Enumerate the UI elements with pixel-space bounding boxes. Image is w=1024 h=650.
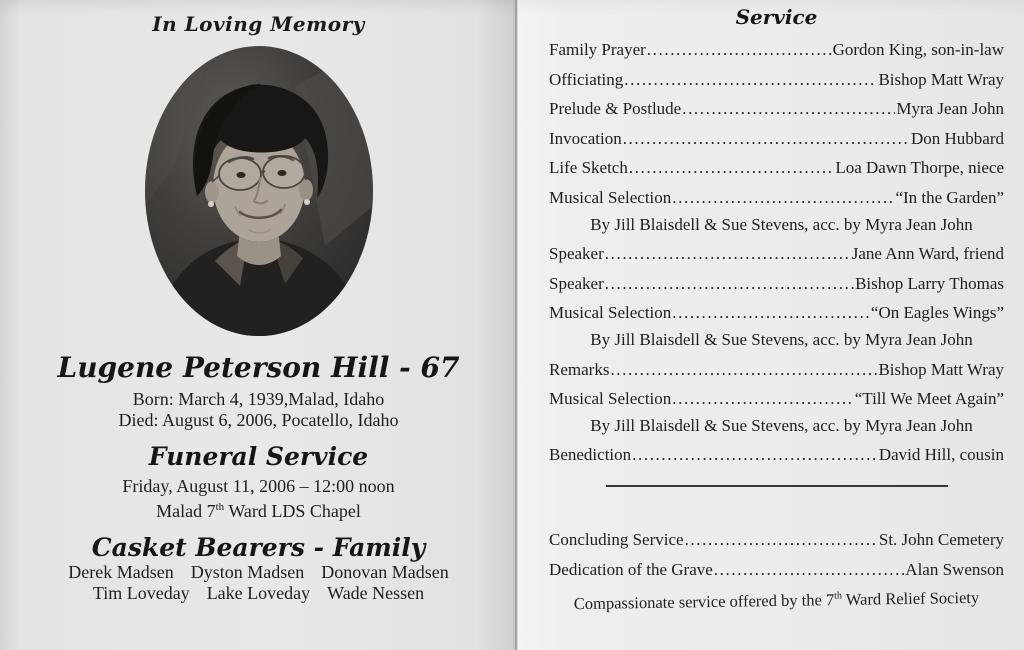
service-item-value: Don Hubbard bbox=[910, 128, 1004, 148]
service-item-label: Family Prayer bbox=[549, 40, 646, 59]
service-row bbox=[549, 189, 1004, 207]
casket-bearers-row bbox=[0, 562, 517, 583]
service-title: Service bbox=[735, 5, 818, 29]
service-row bbox=[549, 561, 1004, 579]
service-item-value: Loa Dawn Thorpe, niece bbox=[835, 158, 1004, 178]
service-item-value: “Till We Meet Again” bbox=[854, 389, 1004, 409]
casket-bearers-row bbox=[0, 583, 517, 604]
funeral-datetime: Friday, August 11, 2006 – 12:00 noon bbox=[122, 476, 395, 496]
service-row bbox=[549, 71, 1004, 89]
born-line: Born: March 4, 1939,Malad, Idaho bbox=[132, 389, 385, 409]
deceased-name: Lugene Peterson Hill - 67 bbox=[57, 351, 460, 384]
service-row bbox=[549, 531, 1004, 549]
service-item-label: Dedication of the Grave bbox=[549, 559, 713, 579]
service-item-value: Bishop Larry Thomas bbox=[855, 273, 1004, 293]
service-row bbox=[549, 130, 1004, 148]
service-item-label: Life Sketch bbox=[549, 158, 628, 178]
service-row bbox=[549, 361, 1004, 379]
dot-leader bbox=[624, 71, 877, 89]
service-item-label: Prelude & Postlude bbox=[549, 99, 682, 119]
bearer-name: Lake Loveday bbox=[206, 583, 311, 603]
dot-leader bbox=[632, 446, 878, 464]
service-row bbox=[549, 390, 1004, 408]
dot-leader bbox=[685, 531, 878, 549]
service-item-label: Invocation bbox=[549, 128, 622, 148]
bearer-name: Dyston Madsen bbox=[190, 562, 305, 582]
service-item-value: “In the Garden” bbox=[895, 187, 1004, 207]
service-row bbox=[549, 100, 1004, 118]
service-item-value: Myra Jean John bbox=[896, 99, 1004, 119]
dot-leader bbox=[647, 41, 832, 59]
right-page bbox=[517, 0, 1024, 650]
service-item-label: Benediction bbox=[549, 445, 632, 465]
dot-leader bbox=[605, 245, 851, 263]
page-fold bbox=[515, 0, 518, 650]
service-item-value: Bishop Matt Wray bbox=[878, 69, 1004, 89]
service-item-note: By Jill Blaisdell & Sue Stevens, acc. by Myra Jean John bbox=[590, 415, 973, 435]
dot-leader bbox=[605, 275, 854, 293]
service-row bbox=[549, 159, 1004, 177]
service-row bbox=[549, 304, 1004, 322]
funeral-service-heading: Funeral Service bbox=[148, 442, 369, 471]
closing-block bbox=[549, 531, 1004, 579]
dot-leader bbox=[623, 130, 910, 148]
service-item-note: By Jill Blaisdell & Sue Stevens, acc. by Myra Jean John bbox=[590, 214, 973, 234]
divider-line bbox=[606, 485, 948, 487]
service-item-label: Remarks bbox=[549, 359, 610, 379]
dot-leader bbox=[672, 189, 894, 207]
bearer-name: Derek Madsen bbox=[68, 562, 174, 582]
service-item-value: Jane Ann Ward, friend bbox=[851, 244, 1004, 264]
portrait-photo bbox=[145, 46, 373, 336]
died-line: Died: August 6, 2006, Pocatello, Idaho bbox=[118, 410, 399, 430]
dot-leader bbox=[682, 100, 895, 118]
relief-society-footnote: Compassionate service offered by the 7th Ward Relief Society bbox=[573, 587, 980, 613]
dot-leader bbox=[629, 159, 834, 177]
service-item-label: Musical Selection bbox=[549, 389, 672, 409]
service-item-value: Gordon King, son-in-law bbox=[832, 40, 1004, 59]
dot-leader bbox=[672, 390, 853, 408]
service-item-note: By Jill Blaisdell & Sue Stevens, acc. by Myra Jean John bbox=[590, 329, 973, 349]
service-item-label: Speaker bbox=[549, 244, 604, 264]
service-row bbox=[549, 245, 1004, 263]
service-item-value: St. John Cemetery bbox=[878, 530, 1004, 550]
service-item-value: Alan Swenson bbox=[905, 559, 1004, 579]
service-item-label: Concluding Service bbox=[549, 530, 684, 550]
service-row bbox=[549, 41, 1004, 59]
service-item-value: Bishop Matt Wray bbox=[878, 359, 1004, 379]
dot-leader bbox=[610, 361, 877, 379]
service-row bbox=[549, 275, 1004, 293]
casket-bearers-heading: Casket Bearers - Family bbox=[91, 533, 426, 562]
service-item-label: Officiating bbox=[549, 69, 624, 89]
bearer-name: Wade Nessen bbox=[327, 583, 425, 603]
service-item-label: Speaker bbox=[549, 273, 604, 293]
dot-leader bbox=[714, 561, 905, 579]
service-item-value: “On Eagles Wings” bbox=[870, 303, 1004, 323]
bearer-name: Tim Loveday bbox=[92, 583, 190, 603]
service-item-label: Musical Selection bbox=[549, 303, 672, 323]
service-item-label: Musical Selection bbox=[549, 187, 672, 207]
bearer-name: Donovan Madsen bbox=[321, 562, 449, 582]
service-row bbox=[549, 446, 1004, 464]
dot-leader bbox=[672, 304, 870, 322]
funeral-location: Malad 7th Ward LDS Chapel bbox=[156, 501, 361, 521]
service-item-value: David Hill, cousin bbox=[878, 445, 1004, 465]
memory-title: In Loving Memory bbox=[152, 12, 365, 36]
portrait-photo-illustration bbox=[145, 46, 373, 336]
